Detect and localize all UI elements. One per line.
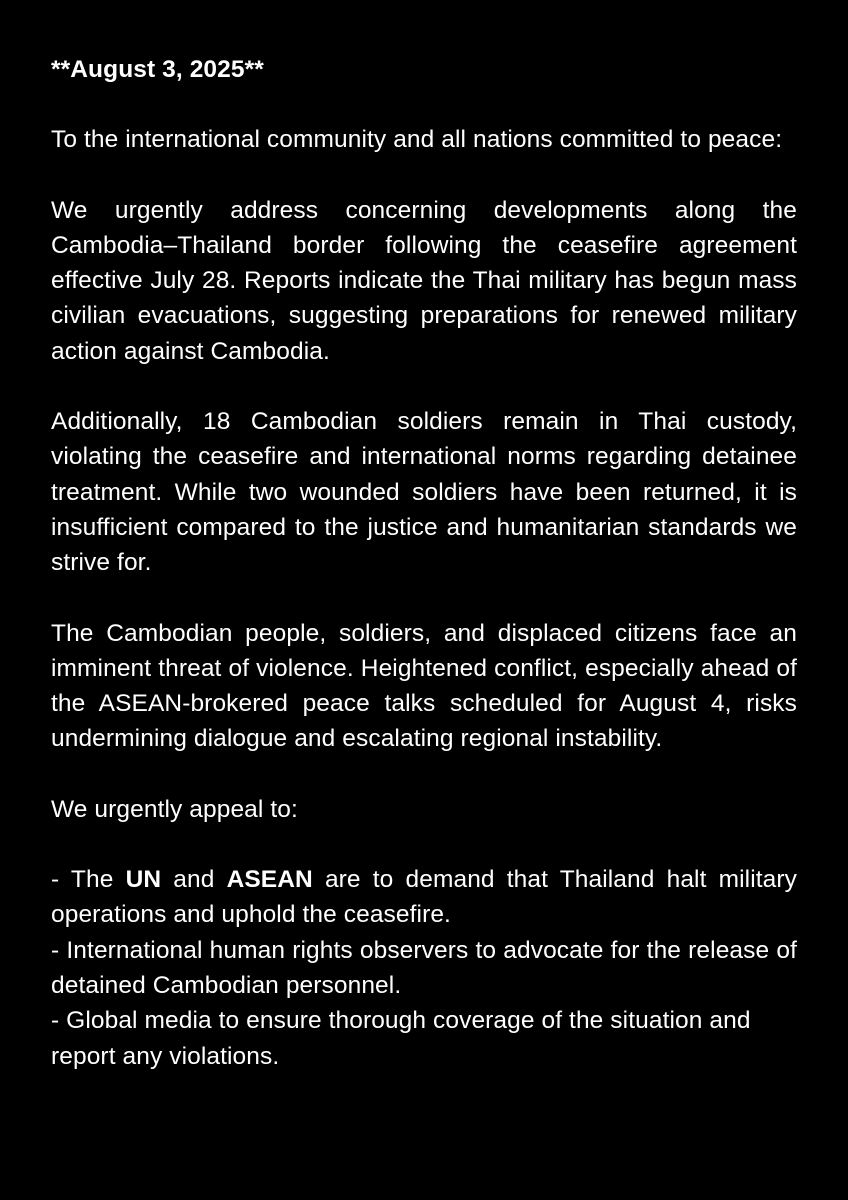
letter — [51, 52, 797, 1074]
paragraph-detained-soldiers: Additionally, 18 Cambodian soldiers remain in Thai custody, violating the ceasefire and international norms regarding detainee treatment. While two wounded soldiers have been returned, it is insufficient compared to the justice and humanitarian standards we strive for. — [51, 408, 797, 577]
appeal-item-middle: and — [161, 866, 227, 894]
appeal-intro: We urgently appeal to: — [51, 795, 298, 823]
appeal-item-global-media: - Global media to ensure thorough coverage of the situation and report any violations. — [51, 1007, 751, 1070]
paragraph-imminent-threat: The Cambodian people, soldiers, and displaced citizens face an imminent threat of violence. Heightened conflict, especially ahead of the ASEAN-brokered peace talks scheduled for August 4, risks undermining dialogue and escalating regional instability. — [51, 619, 797, 753]
appeal-item-prefix: - The — [51, 866, 126, 894]
un-label: UN — [125, 866, 162, 894]
letter-date: **August 3, 2025** — [51, 56, 264, 83]
salutation: To the international community and all nations committed to peace: — [51, 126, 783, 154]
appeal-item-human-rights-observers: - International human rights observers to advocate for the release of detained Cambodian personnel. — [51, 936, 797, 999]
appeal-item-suffix: are to demand that Thailand halt military operations and uphold the ceasefire. — [51, 866, 797, 929]
appeal-item-un-asean — [51, 862, 797, 933]
asean-label: ASEAN — [226, 866, 313, 894]
paragraph-border-developments: We urgently address concerning developments along the Cambodia–Thailand border following the ceasefire agreement effective July 28. Reports indicate the Thai military has begun mass civilian evacuations, suggesting preparations for renewed military action against Cambodia. — [51, 196, 797, 365]
appeal-list — [51, 862, 797, 1074]
